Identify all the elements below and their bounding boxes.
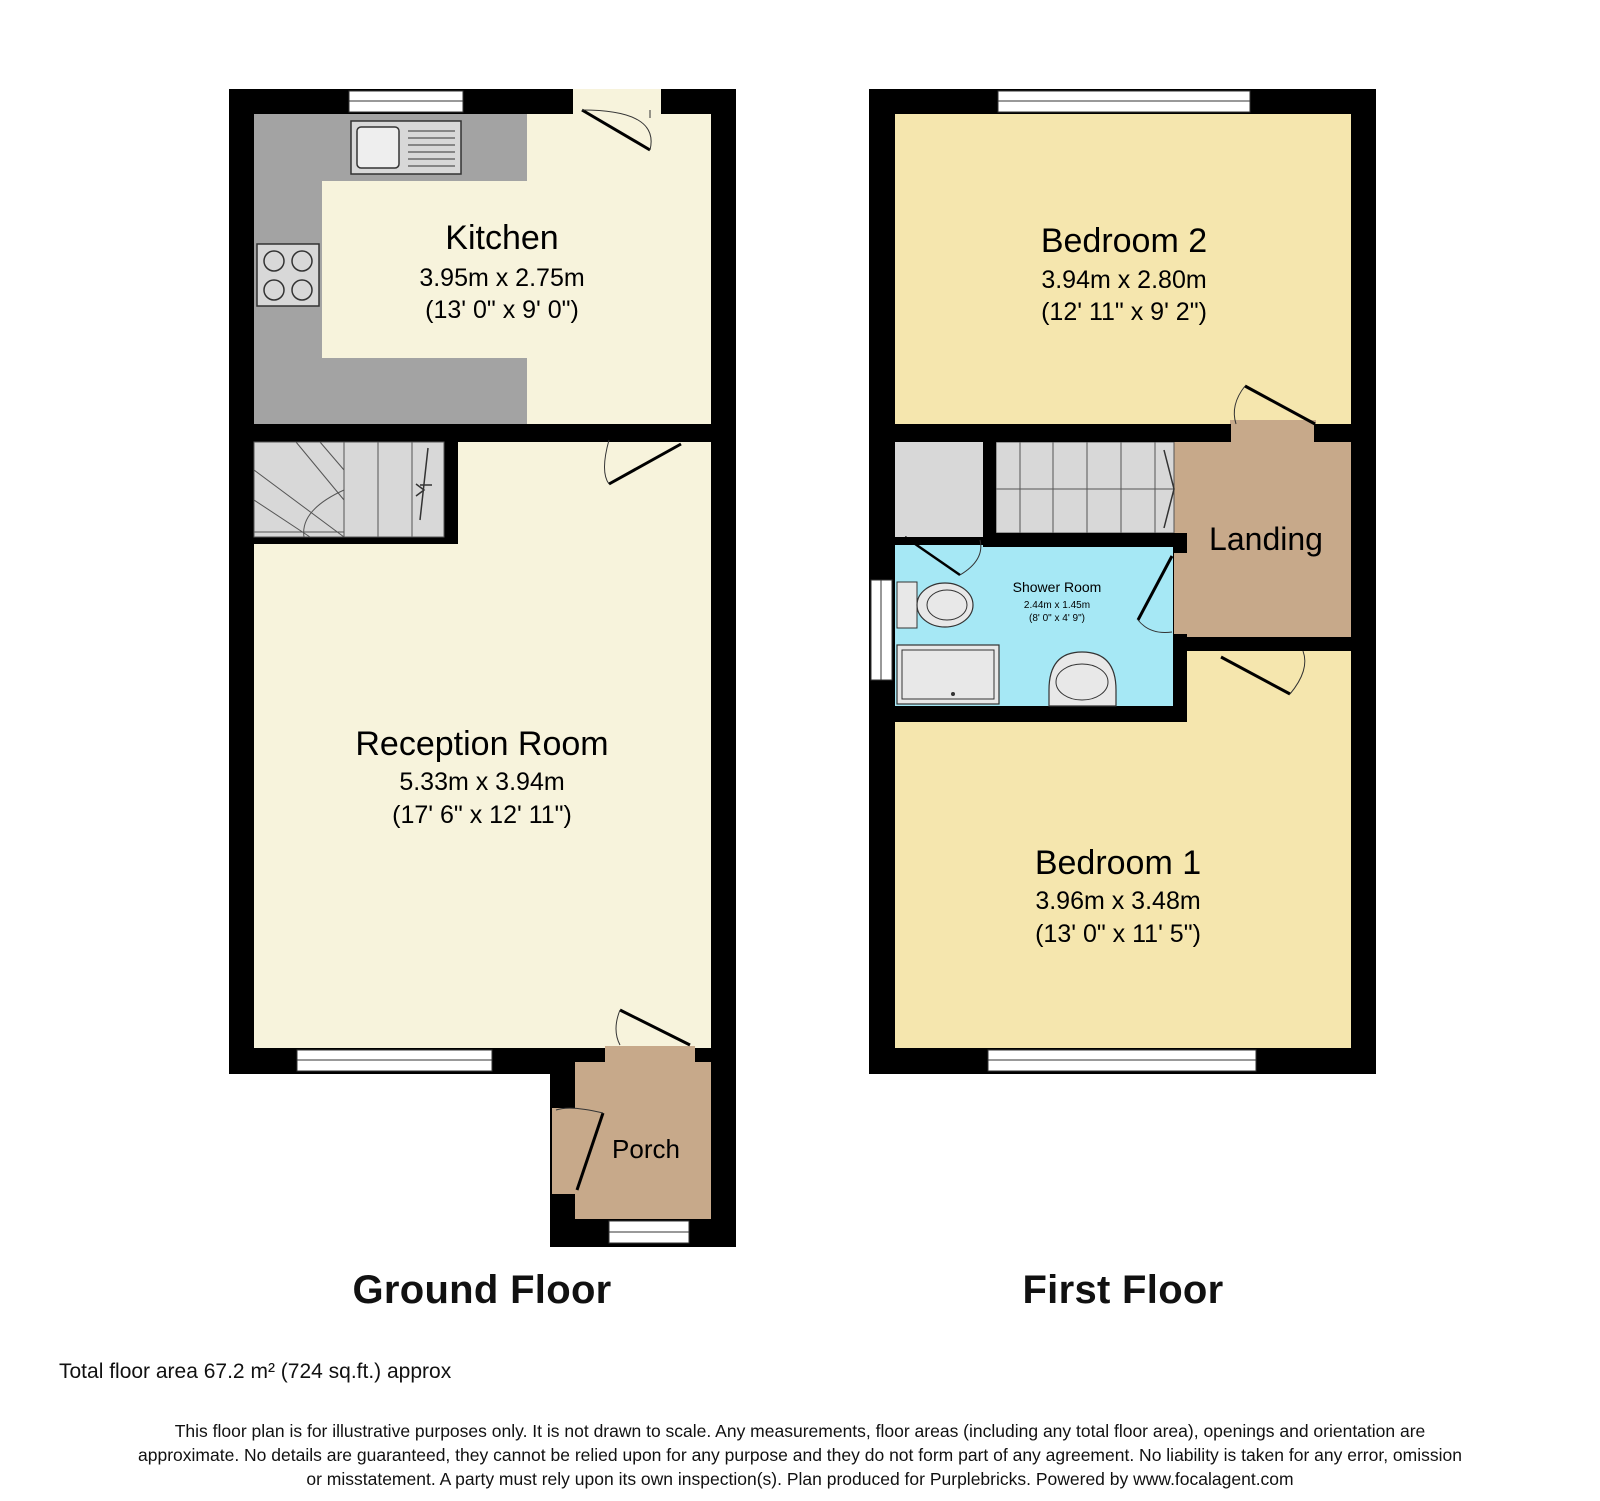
bedroom2-imperial: (12' 11" x 9' 2") [1041, 298, 1207, 326]
cupboard-wall [983, 440, 996, 537]
kitchen-metric: 3.95m x 2.75m [419, 264, 585, 292]
sink-icon [351, 121, 461, 174]
bedroom2-label: Bedroom 2 [1040, 222, 1208, 260]
bedroom2-metric: 3.94m x 2.80m [1041, 266, 1207, 294]
bedroom1-floor-upper [1185, 651, 1351, 731]
shower-tray-icon [897, 645, 999, 704]
total-floor-area: Total floor area 67.2 m² (724 sq.ft.) approx [59, 1360, 452, 1383]
landing-south-wall-left [1173, 637, 1221, 651]
shower-window-icon [871, 580, 892, 680]
toilet-icon [897, 582, 973, 628]
basin-icon [1049, 652, 1116, 706]
first-floor-title: First Floor [1022, 1268, 1224, 1312]
bedroom1-metric: 3.96m x 3.48m [1035, 887, 1201, 915]
landing-label: Landing [1209, 521, 1323, 557]
shower-room-imperial: (8' 0" x 4' 9") [1029, 613, 1085, 624]
disclaimer-line: or misstatement. A party must rely upon its own inspection(s). Plan produced for Purplebricks. Powered by www.focalagent.com [306, 1469, 1294, 1489]
bedroom1-imperial: (13' 0" x 11' 5") [1035, 920, 1201, 948]
shower-south-wall [869, 706, 1187, 722]
shower-room-label: Shower Room [1012, 579, 1102, 595]
cupboard-floor [895, 442, 983, 537]
bedroom1-floor [895, 720, 1351, 1048]
porch-label: Porch [612, 1134, 680, 1164]
reception-label: Reception Room [355, 725, 609, 763]
reception-window-icon [297, 1050, 492, 1071]
first-floor-plan [869, 89, 1376, 1074]
ground-floor-plan [229, 89, 736, 1247]
porch-window-icon [609, 1221, 689, 1243]
disclaimer-line: approximate. No details are guaranteed, they cannot be relied upon for any purpose and they do not form part of any agreement. No liability is taken for any error, omission [138, 1445, 1462, 1465]
kitchen-label: Kitchen [445, 219, 559, 257]
kitchen-imperial: (13' 0" x 9' 0") [425, 296, 579, 324]
shower-east-wall-upper [1173, 533, 1187, 553]
bedroom2-window-icon [998, 91, 1250, 112]
reception-imperial: (17' 6" x 12' 11") [392, 801, 572, 829]
shower-north-wall [983, 533, 1174, 547]
landing-south-wall-right [1306, 637, 1351, 651]
bedroom2-south-wall [869, 424, 1231, 442]
bedroom1-window-icon [988, 1050, 1256, 1071]
shower-room-metric: 2.44m x 1.45m [1023, 600, 1091, 611]
landing-doorway-top [1230, 420, 1316, 444]
disclaimer [20, 1419, 1580, 1491]
staircase-icon [996, 442, 1174, 533]
hob-icon [257, 244, 319, 306]
kitchen-reception-wall-right [686, 424, 711, 442]
bedroom2-south-wall-right [1314, 424, 1351, 442]
staircase-icon [254, 442, 444, 537]
bedroom1-label: Bedroom 1 [1034, 844, 1202, 882]
reception-metric: 5.33m x 3.94m [399, 768, 565, 796]
disclaimer-line: This floor plan is for illustrative purposes only. It is not drawn to scale. Any measurements, floor areas (including any total floor area), openings and orientation are [174, 1421, 1426, 1441]
ground-floor-title: Ground Floor [352, 1268, 612, 1312]
porch-doorway [605, 1046, 695, 1066]
kitchen-window-icon [349, 91, 463, 112]
